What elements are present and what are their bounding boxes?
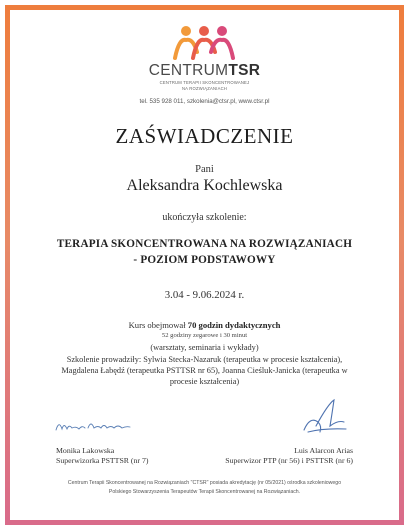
brand-main: CENTRUM [148, 62, 229, 79]
left-signature-icon [54, 416, 134, 436]
course-dates: 3.04 - 9.06.2024 r. [164, 289, 245, 301]
brand-accent: TSR [228, 62, 261, 79]
hours-count: 70 godzin dydaktycznych [187, 320, 281, 330]
course-title-line1: TERAPIA SKONCENTROWANA NA ROZWIĄZANIACH [56, 238, 353, 250]
brand-sub-line1: CENTRUM TERAPII SKONCENTROWANEJ [159, 80, 250, 85]
accreditation-note-line1: Centrum Terapii Skoncentrowanej na Rozwiązaniach "CTSR" posiada akredytację (nr 05/2021) ośrodka szkoleniowego [67, 480, 342, 486]
left-signature-block [56, 446, 148, 466]
left-signer-role: Superwizorka PSTTSR (nr 7) [56, 456, 149, 465]
course-format: (warsztaty, seminaria i wykłady) [150, 343, 259, 352]
hours-breakdown: 52 godziny zegarowe i 30 minut [161, 332, 248, 339]
hours-summary [0, 320, 409, 330]
brand-sub-line2: NA ROZWIĄZANIACH [181, 85, 228, 91]
salutation: Pani [195, 164, 214, 175]
course-title-line2: - POZIOM PODSTAWOWY [133, 254, 276, 266]
ctsr-logo-icon [171, 24, 237, 64]
recipient-name: Aleksandra Kochlewska [126, 177, 283, 194]
accreditation-note-line2: Polskiego Stowarzyszenia Terapeutów Terapii Skoncentrowanej na Rozwiązaniach. [108, 489, 301, 495]
right-signature-icon [294, 396, 354, 436]
right-signer-role: Superwizor PTP (nr 56) i PSTTSR (nr 6) [225, 456, 353, 465]
brand-name [0, 62, 409, 80]
left-signer-name: Monika Lakowska [56, 446, 115, 455]
course-leaders: Szkolenie prowadziły: Sylwia Stecka-Nazaruk (terapeutka w procesie kształcenia), Magdalena Łabędź (terapeutka PSTTSR nr 65), Joanna Cieśluk-Janicka (terapeutka w procesie kształcenia) [61, 355, 348, 387]
certificate-title: ZAŚWIADCZENIE [115, 124, 294, 148]
brand-subtitle [0, 80, 409, 91]
right-signer-name: Luis Alarcon Arias [294, 446, 353, 455]
completed-label: ukończyła szkolenie: [162, 212, 247, 223]
hours-prefix: Kurs obejmował [128, 320, 188, 330]
right-signature-block [225, 446, 353, 466]
contact-info: tel. 535 928 011, szkolenia@ctsr.pl, www.ctsr.pl [139, 98, 270, 105]
